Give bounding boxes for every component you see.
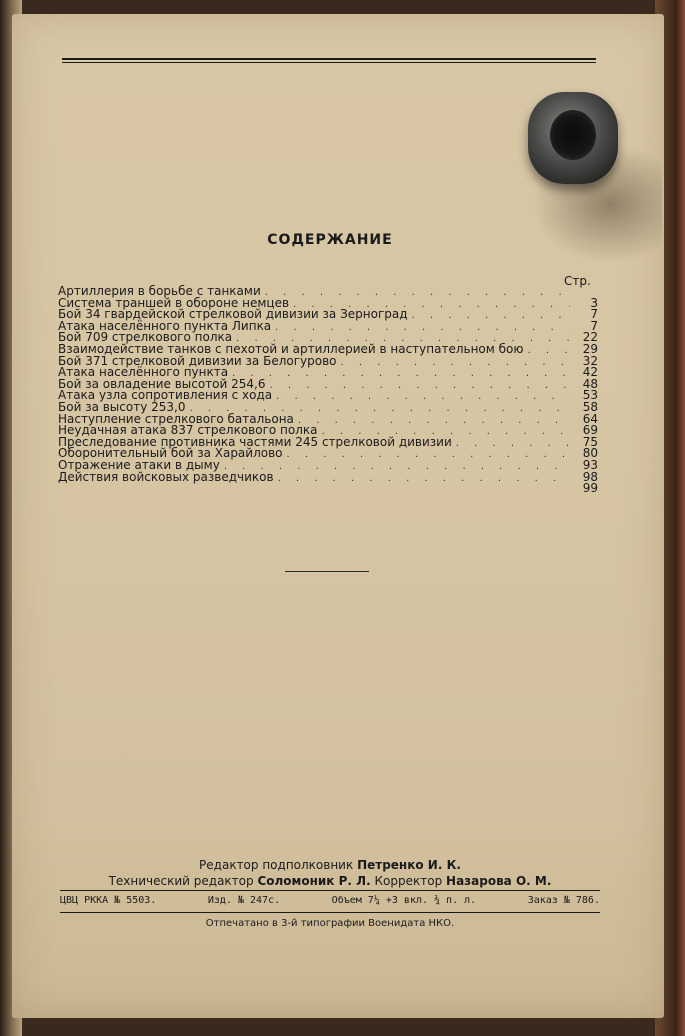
toc-entry-title: Преследование противника частями 245 стрелковой дивизии xyxy=(58,434,452,449)
tech-editor-name: Соломоник Р. Л. xyxy=(257,874,371,888)
toc-entry-page: 80 xyxy=(582,446,598,461)
tech-editor-credit xyxy=(0,874,660,888)
editor-credit xyxy=(0,858,660,872)
toc-leader-dots xyxy=(224,461,570,473)
toc-leader-dots xyxy=(275,322,570,334)
toc-leader-dots xyxy=(232,368,570,380)
toc-leader-dots xyxy=(265,287,570,299)
toc-leader-dots xyxy=(276,391,570,403)
toc-entry-title: Бой 34 гвардейской стрелковой дивизии за Зерноград xyxy=(58,307,408,322)
hex-nut-object xyxy=(528,92,618,184)
table-of-contents xyxy=(58,286,598,495)
toc-entry-title: Наступление стрелкового батальона xyxy=(58,411,294,426)
toc-entry-title: Бой 709 стрелкового полка xyxy=(58,330,233,345)
toc-entry-page: 32 xyxy=(582,353,598,368)
toc-entry-title: Взаимодействие танков с пехотой и артиллерией в наступательном бою xyxy=(58,341,524,356)
top-double-rule xyxy=(62,58,596,63)
imprint-rule-bottom xyxy=(60,912,600,913)
corrector-label: Корректор xyxy=(374,874,443,888)
toc-entry-page: 48 xyxy=(582,376,598,391)
publication-edition: Изд. № 247с. xyxy=(207,895,281,906)
publication-order: Заказ № 786. xyxy=(527,895,600,906)
toc-entry xyxy=(58,469,598,484)
toc-leader-dots xyxy=(412,310,570,322)
toc-entry-page: 93 xyxy=(582,457,598,472)
imprint-rule-top xyxy=(60,890,600,891)
toc-entry-page: 98 xyxy=(582,469,598,484)
toc-entry-page: 64 xyxy=(582,411,598,426)
toc-entry-page: 7 xyxy=(590,318,598,333)
toc-entry-page: 29 xyxy=(582,341,598,356)
toc-leader-dots xyxy=(528,345,571,357)
toc-leader-dots xyxy=(341,357,571,369)
toc-entry-title: Система траншей в обороне немцев xyxy=(58,295,290,310)
toc-leader-dots xyxy=(287,449,570,461)
toc-entry-title: Неудачная атака 837 стрелкового полка xyxy=(58,423,318,438)
toc-entry-page: 69 xyxy=(582,423,598,438)
toc-entry-page: 22 xyxy=(582,330,598,345)
publication-code: ЦВЦ РККА № 5503. xyxy=(60,895,157,906)
toc-entry-page: 53 xyxy=(582,388,598,403)
toc-entry-page: 75 xyxy=(582,434,598,449)
publication-volume: Объем 7¼ +3 вкл. ¾ п. л. xyxy=(331,895,477,906)
toc-leader-dots xyxy=(456,438,570,450)
corrector-name: Назарова О. М. xyxy=(446,874,552,888)
toc-entry-title: Атака узла сопротивления с хода xyxy=(58,388,273,403)
page-column-label: Стр. xyxy=(564,274,591,288)
page-title: СОДЕРЖАНИЕ xyxy=(267,232,393,248)
toc-entry-title: Атака населённого пункта Липка xyxy=(58,318,272,333)
tech-editor-label: Технический редактор xyxy=(108,874,254,888)
toc-entry-title: Артиллерия в борьбе с танками xyxy=(58,284,261,298)
toc-entry-title: Бой 371 стрелковой дивизии за Белогурово xyxy=(58,353,337,368)
toc-entry-title: Действия войсковых разведчиков xyxy=(58,469,274,484)
toc-entry-title: Отражение атаки в дыму xyxy=(58,457,220,472)
toc-entry-page: 58 xyxy=(582,399,598,414)
toc-entry-page: 7 xyxy=(590,307,598,322)
editor-name: Петренко И. К. xyxy=(357,858,461,872)
toc-entry xyxy=(58,483,598,495)
nut-hole xyxy=(550,110,596,160)
toc-entry-page: 42 xyxy=(582,365,598,380)
toc-entry-page: 3 xyxy=(590,295,598,310)
toc-entry-page: 99 xyxy=(582,481,598,496)
toc-leader-dots xyxy=(278,473,570,485)
toc-leader-dots xyxy=(298,415,570,427)
toc-entry-title: Бой за высоту 253,0 xyxy=(58,399,186,414)
editor-label: Редактор подполковник xyxy=(199,858,354,872)
toc-leader-dots xyxy=(269,380,570,392)
toc-entry-title: Бой за овладение высотой 254,6 xyxy=(58,376,266,391)
imprint-line xyxy=(60,895,600,906)
printer-note: Отпечатано в 3-й типографии Военидата НКО. xyxy=(205,918,455,929)
separator-rule xyxy=(285,571,369,572)
toc-entry-title: Атака населённого пункта xyxy=(58,365,229,380)
toc-entry-title: Оборонительный бой за Харайлово xyxy=(58,446,283,461)
